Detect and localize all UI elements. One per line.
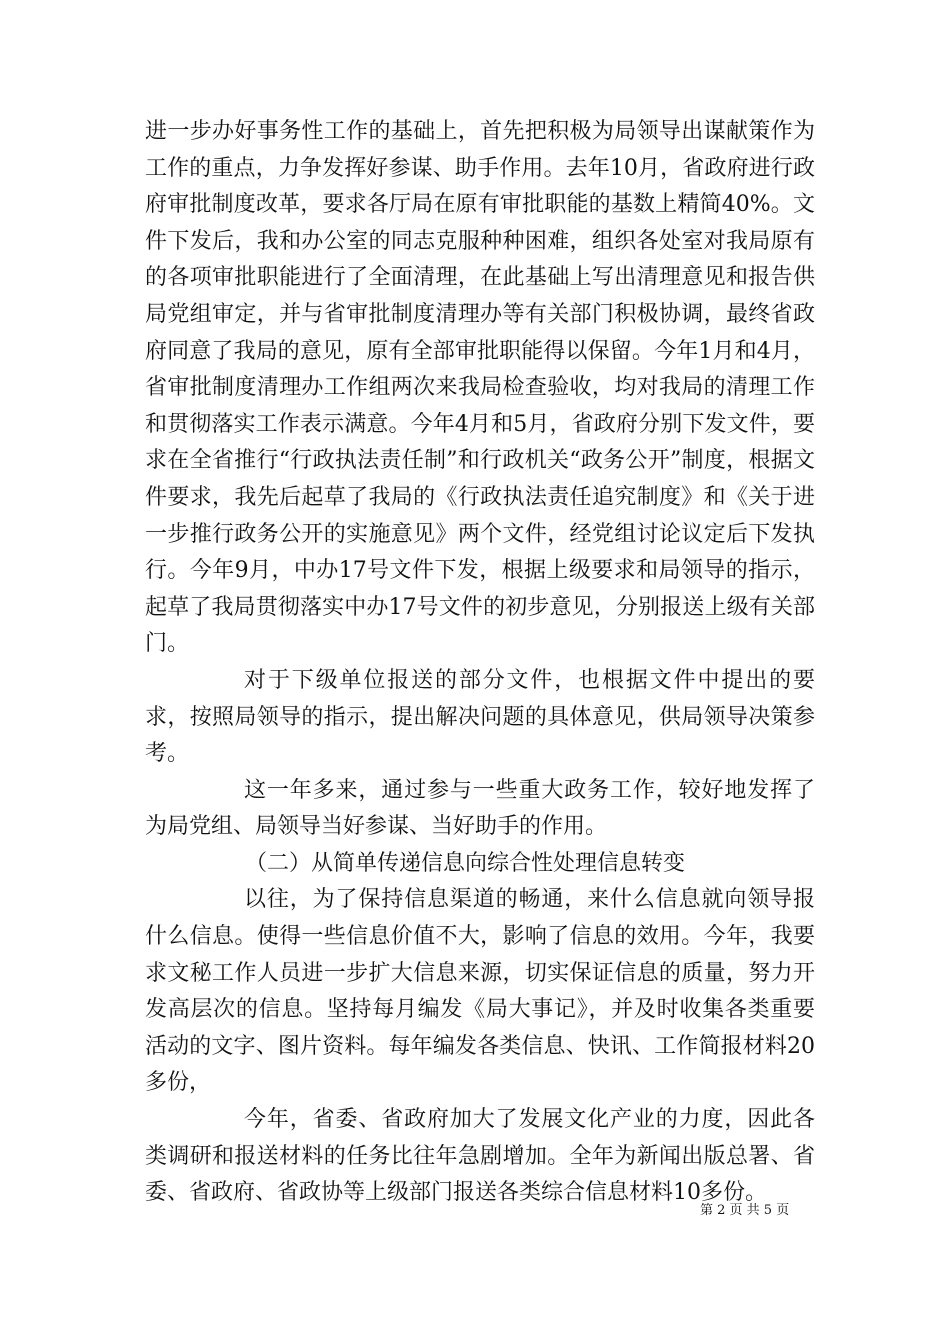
paragraph-subordinate-files: 对于下级单位报送的部分文件，也根据文件中提出的要求，按照局领导的指示，提出解决问题的具体意见，供局领导决策参考。 (145, 667, 815, 767)
document-body (145, 114, 815, 1212)
paragraph-approval-reform: 进一步办好事务性工作的基础上，首先把积极为局领导出谋献策作为工作的重点，力争发挥好参谋、助手作用。去年10月，省政府进行政府审批制度改革，要求各厅局在原有审批职能的基数上精简40%。文件下发后，我和办公室的同志克服种种困难，组织各处室对我局原有的各项审批职能进行了全面清理，在此基础上写出清理意见和报告供局党组审定，并与省审批制度清理办等有关部门积极协调，最终省政府同意了我局的意见，原有全部审批职能得以保留。今年1月和4月，省审批制度清理办工作组两次来我局检查验收，均对我局的清理工作和贯彻落实工作表示满意。今年4月和5月，省政府分别下发文件，要求在全省推行“行政执法责任制”和行政机关“政务公开”制度，根据文件要求，我先后起草了我局的《行政执法责任追究制度》和《关于进一步推行政务公开的实施意见》两个文件，经党组讨论议定后下发执行。今年9月，中办17号文件下发，根据上级要求和局领导的指示，起草了我局贯彻落实中办17号文件的初步意见，分别报送上级有关部门。 (145, 119, 815, 657)
section-heading: （二）从简单传递信息向综合性处理信息转变 (245, 850, 686, 876)
paragraph-cultural-industry: 今年，省委、省政府加大了发展文化产业的力度，因此各类调研和报送材料的任务比往年急剧增加。全年为新闻出版总署、省委、省政府、省政协等上级部门报送各类综合信息材料10多份。 (145, 1107, 815, 1206)
paragraph-year-summary: 这一年多来，通过参与一些重大政务工作，较好地发挥了为局党组、局领导当好参谋、当好助手的作用。 (145, 777, 815, 840)
paragraph-information-work: 以往，为了保持信息渠道的畅通，来什么信息就向领导报什么信息。使得一些信息价值不大，影响了信息的效用。今年，我要求文秘工作人员进一步扩大信息来源，切实保证信息的质量，努力开发高层次的信息。坚持每月编发《局大事记》，并及时收集各类重要活动的文字、图片资料。每年编发各类信息、快讯、工作简报材料20多份， (145, 887, 815, 1096)
page-number-footer: 第 2 页 共 5 页 (700, 1203, 790, 1218)
